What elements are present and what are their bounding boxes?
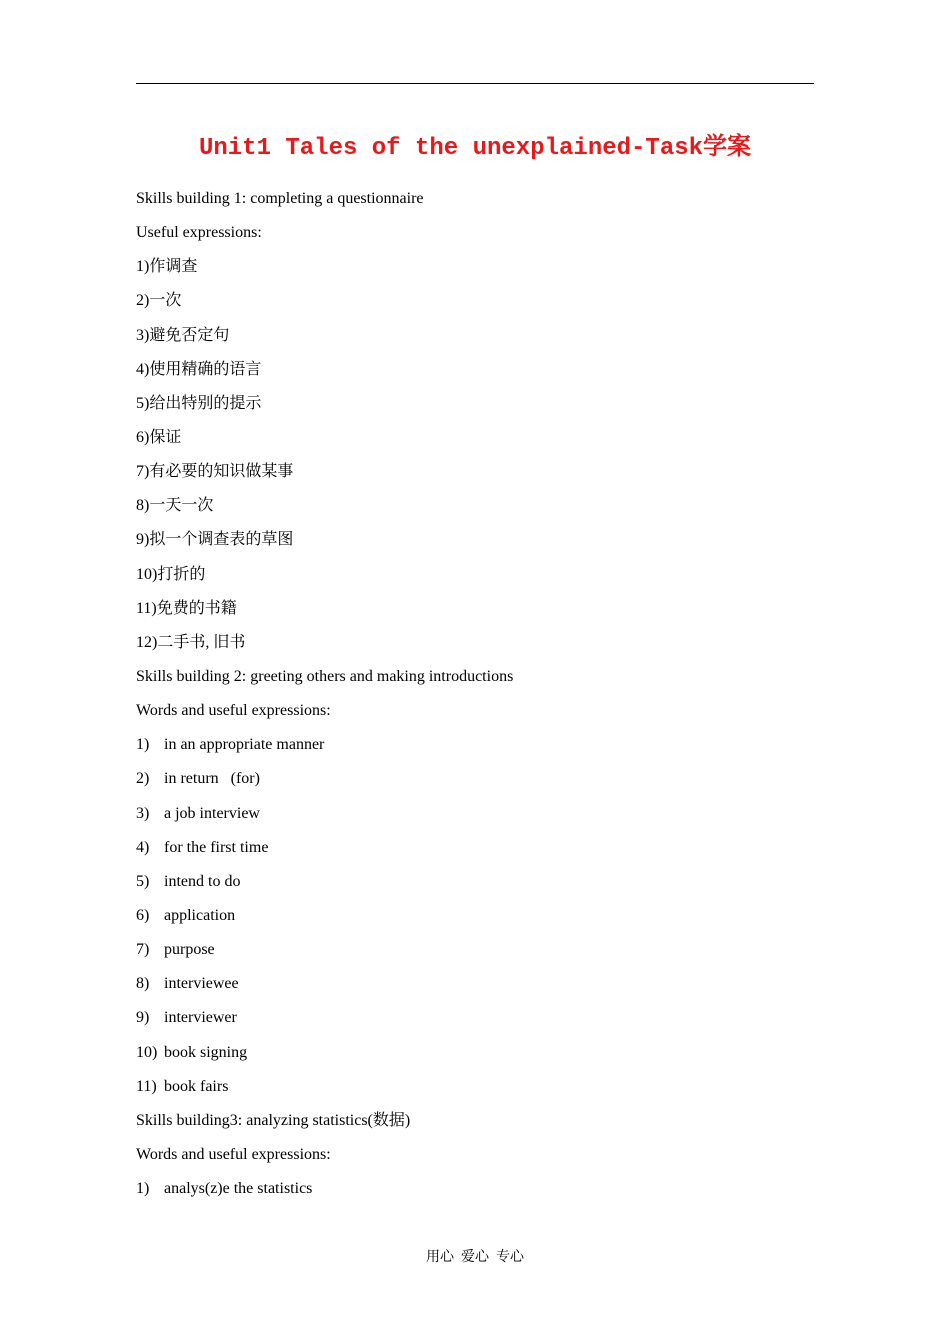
list-text: interviewee [164,975,239,993]
list-item: 9)拟一个调查表的草图 [136,531,294,549]
list-item: 7)有必要的知识做某事 [136,463,294,481]
list-item: 4)使用精确的语言 [136,360,262,378]
list-text: for the first time [164,838,269,856]
list-item [136,1001,814,1035]
list-item [136,1172,814,1206]
list-item: 1)作调查 [136,258,198,276]
page-footer: 用心 爱心 专心 [426,1250,524,1265]
list-number: 4) [136,838,150,856]
section1-heading: Skills building 1: completing a questionnaire [136,190,424,207]
list-item: 10)打折的 [136,565,206,583]
section3-heading: Skills building3: analyzing statistics(数据) [136,1111,411,1129]
list-item: 11)免费的书籍 [136,599,237,617]
list-number: 2) [136,770,150,788]
list-number: 6) [136,906,150,924]
list-number: 9) [136,1009,150,1027]
list-text: intend to do [164,872,241,890]
list-number: 1) [136,1180,150,1198]
list-text: interviewer [164,1009,237,1027]
list-number: 8) [136,975,150,993]
list-item: 12)二手书, 旧书 [136,633,246,651]
document-title: Unit1 Tales of the unexplained-Task学案 [198,135,752,162]
list-item [136,728,814,762]
section2-heading: Skills building 2: greeting others and making introductions [136,667,514,685]
list-number: 7) [136,941,150,959]
list-text: in an appropriate manner [164,736,325,754]
list-text: application [164,906,236,924]
list-item [136,865,814,899]
list-item: 2)一次 [136,292,182,310]
list-number: 11) [136,1077,157,1095]
list-number: 3) [136,804,150,822]
section3-subheading: Words and useful expressions: [136,1145,331,1163]
list-text: in return (for) [164,770,260,788]
list-item [136,967,814,1001]
document-body [136,182,814,1206]
list-text: book signing [164,1043,248,1061]
list-item [136,797,814,831]
section1-subheading: Useful expressions: [136,224,262,242]
list-item [136,1070,814,1104]
list-item [136,831,814,865]
header-rule [136,83,814,84]
list-text: a job interview [164,804,260,822]
list-item [136,933,814,967]
list-number: 5) [136,872,150,890]
list-item: 8)一天一次 [136,497,214,515]
section2-subheading: Words and useful expressions: [136,702,331,720]
list-text: analys(z)e the statistics [164,1180,313,1198]
list-item [136,899,814,933]
list-text: purpose [164,941,215,959]
list-number: 10) [136,1043,158,1061]
list-item [136,1036,814,1070]
list-item: 3)避免否定句 [136,326,230,344]
list-number: 1) [136,736,150,754]
list-text: book fairs [164,1077,229,1095]
list-item: 6)保证 [136,428,182,446]
list-item [136,762,814,796]
list-item: 5)给出特别的提示 [136,394,262,412]
